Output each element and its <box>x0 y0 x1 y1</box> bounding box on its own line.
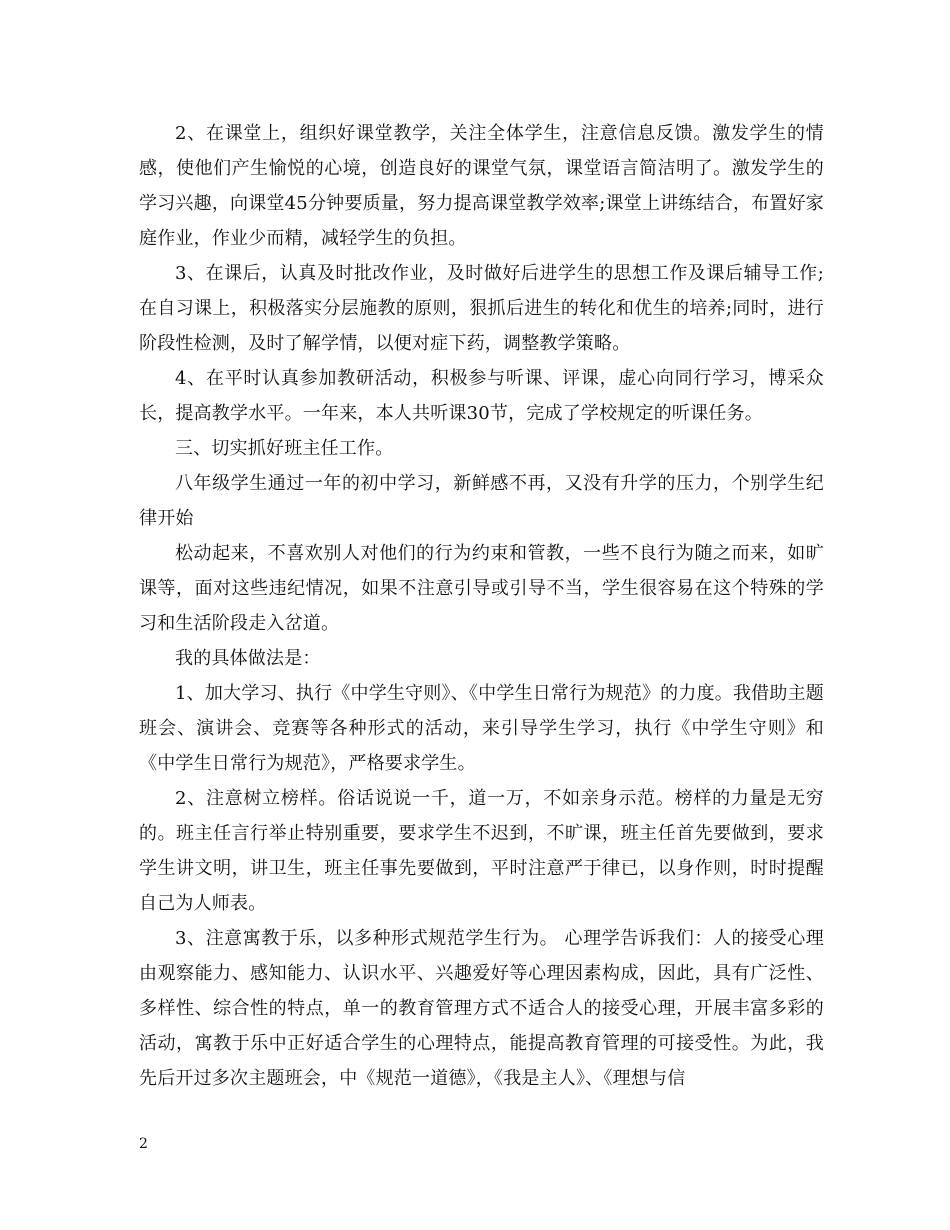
section-heading-class-teacher-work: 三、切实抓好班主任工作。 <box>175 438 394 459</box>
paragraph-teaching-research: 4、在平时认真参加教研活动，积极参与听课、评课，虚心向同行学习，博采众长，提高教学水平。一年来，本人共听课30节，完成了学校规定的听课任务。 <box>139 368 824 424</box>
paragraph-grade-eight-students: 八年级学生通过一年的初中学习，新鲜感不再，又没有升学的压力，个别学生纪律开始 <box>139 473 824 529</box>
paragraph-set-example: 2、注意树立榜样。俗话说说一千，道一万，不如亲身示范。榜样的力量是无穷的。班主任言行举止特别重要，要求学生不迟到，不旷课，班主任首先要做到，要求学生讲文明，讲卫生，班主任事先要做到，平时注意严于律已，以身作则，时时提醒自己为人师表。 <box>139 788 824 914</box>
document-body <box>139 116 824 1096</box>
paragraph-my-approach: 我的具体做法是： <box>175 648 321 669</box>
paragraph-classroom-teaching: 2、在课堂上，组织好课堂教学，关注全体学生，注意信息反馈。激发学生的情感，使他们产生愉悦的心境，创造良好的课堂气氛，课堂语言简洁明了。激发学生的学习兴趣，向课堂45分钟要质量，努力提高课堂教学效率;课堂上讲练结合，布置好家庭作业，作业少而精，减轻学生的负担。 <box>139 123 824 249</box>
page-number: 2 <box>139 1136 148 1152</box>
paragraph-study-code-of-conduct: 1、加大学习、执行《中学生守则》、《中学生日常行为规范》的力度。我借助主题班会、演讲会、竞赛等各种形式的活动，来引导学生学习，执行《中学生守则》和《中学生日常行为规范》，严格要求学生。 <box>139 683 824 774</box>
paragraph-discipline-loosening: 松动起来，不喜欢别人对他们的行为约束和管教，一些不良行为随之而来，如旷课等，面对这些违纪情况，如果不注意引导或引导不当，学生很容易在这个特殊的学习和生活阶段走入岔道。 <box>139 543 824 634</box>
paragraph-teach-through-fun: 3、注意寓教于乐，以多种形式规范学生行为。 心理学告诉我们：人的接受心理由观察能力、感知能力、认识水平、兴趣爱好等心理因素构成，因此，具有广泛性、多样性、综合性的特点，单一的教育管理方式不适合人的接受心理，开展丰富多彩的活动，寓教于乐中正好适合学生的心理特点，能提高教育管理的可接受性。为此，我先后开过多次主题班会，中《规范一道德》，《我是主人》、《理想与信 <box>139 928 824 1089</box>
paragraph-after-class: 3、在课后，认真及时批改作业，及时做好后进学生的思想工作及课后辅导工作;在自习课上，积极落实分层施教的原则，狠抓后进生的转化和优生的培养;同时，进行阶段性检测，及时了解学情，以便对症下药，调整教学策略。 <box>139 263 824 354</box>
